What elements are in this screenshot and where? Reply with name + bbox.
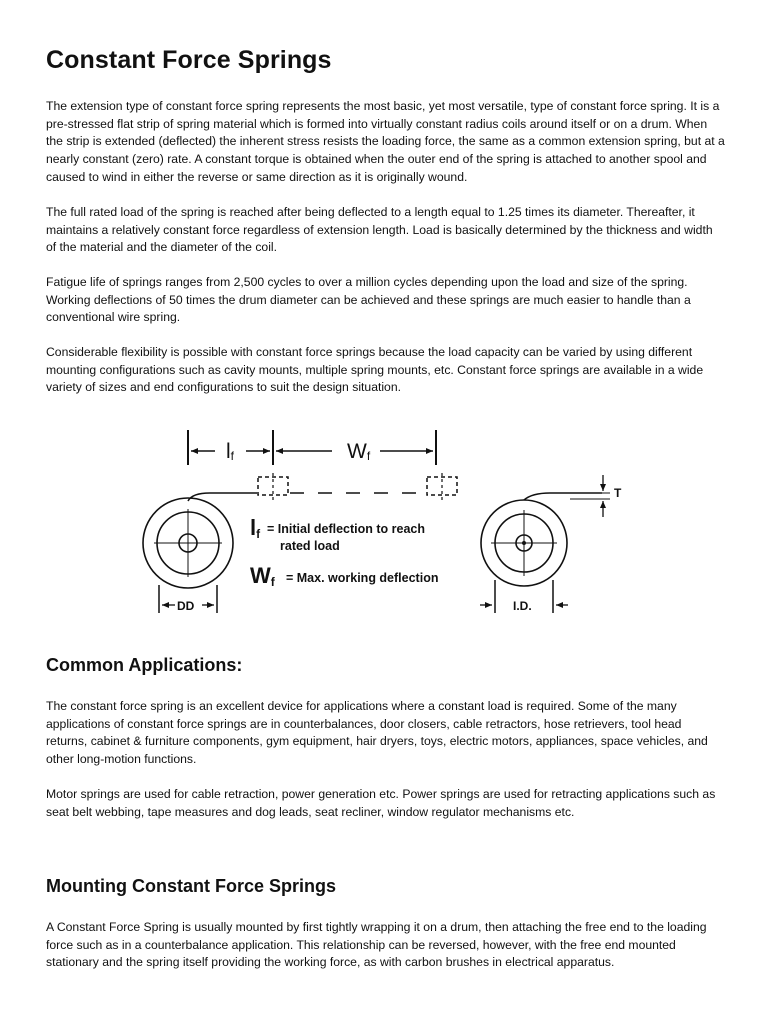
right-spring-coil: [481, 500, 567, 586]
mounting-heading: Mounting Constant Force Springs: [46, 876, 336, 896]
lf-legend-line-2: rated load: [280, 539, 340, 553]
applications-paragraph-1: The constant force spring is an excellent device for applications where a constant load is required. Some of the many applications of constant force springs are in counterbalances, door closers, cable retractors, hose retrievers, tool head returns, cabinet & furniture components, gym equipment, hair dryers, toys, electric motors, appliances, space vehicles, and other long-motion functions.: [46, 699, 708, 767]
wf-legend-text: = Max. working deflection: [286, 571, 439, 585]
id-label: I.D.: [513, 599, 532, 613]
wf-legend-symbol: Wf: [250, 563, 275, 589]
intro-paragraph-1: The extension type of constant force spring represents the most basic, yet most versatile, type of constant force spring. It is a pre-stressed flat strip of spring material which is formed into virtually constant radius coils around itself or on a drum. When the strip is extended (deflected) the inherent stress resists the loading force, the same as a common extension spring, but at a nearly constant (zero) rate. A constant torque is obtained when the outer end of the spring is attached to another spool and caused to wind in either the reverse or same direction as it is originally wound.: [46, 99, 725, 184]
t-label: T: [614, 486, 622, 500]
intro-paragraph-3: Fatigue life of springs ranges from 2,500 cycles to over a million cycles depending upon the load and size of the spring. Working deflections of 50 times the drum diameter can be achieved and these springs are much easier to handle than a conventional wire spring.: [46, 275, 691, 325]
lf-legend-line-1: = Initial deflection to reach: [267, 522, 426, 536]
intro-paragraph-2: The full rated load of the spring is reached after being deflected to a length equal to 1.25 times its diameter. Thereafter, it maintains a relatively constant force regardless of extension length. Load is basically determined by the thickness and width of the material and the diameter of the coil.: [46, 205, 713, 255]
diagram-svg: [140, 425, 640, 620]
wf-symbol: Wf: [347, 440, 371, 463]
lf-legend-symbol: lf: [250, 515, 261, 541]
applications-paragraph-2: Motor springs are used for cable retraction, power generation etc. Power springs are used for retracting applications such as seat belt webbing, tape measures and dog leads, seat recliner, window regulator mechanisms etc.: [46, 787, 716, 819]
lf-symbol: lf: [226, 440, 235, 463]
intro-paragraph-4: Considerable flexibility is possible with constant force springs because the load capacity can be varied by using different mounting configurations such as cavity mounts, multiple spring mounts, etc. Constant force springs are available in a wide variety of sizes and end configurations to suit the design situation.: [46, 345, 704, 395]
mounting-paragraph: A Constant Force Spring is usually mounted by first tightly wrapping it on a drum, then attaching the free end to the loading force such as in a counterbalance application. This relationship can be reversed, however, with the free end mounted stationary and the spring itself providing the working force, as with carbon brushes in electrical apparatus.: [46, 920, 707, 970]
page-title: Constant Force Springs: [46, 46, 332, 74]
dd-label: DD: [177, 599, 195, 613]
applications-heading: Common Applications:: [46, 655, 243, 675]
spring-deflection-diagram: [140, 425, 640, 620]
left-spring-coil: [143, 498, 233, 588]
